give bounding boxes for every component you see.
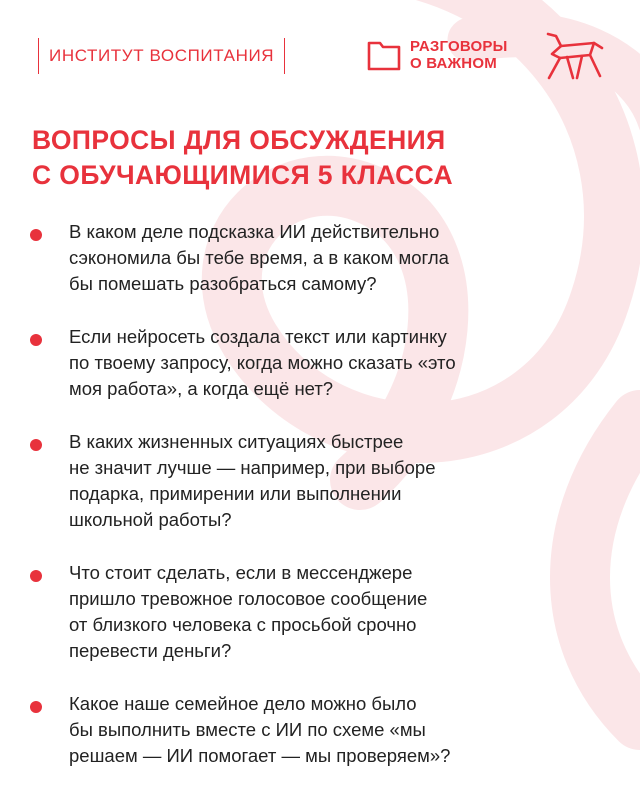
question-text: Что стоит сделать, если в мессенджере пришло тревожное голосовое сообщение от близкого человека с просьбой срочно перевести деньги?: [69, 562, 428, 661]
header: [0, 0, 640, 110]
question-text: В каком деле подсказка ИИ действительно сэкономила бы тебе время, а в каком могла бы помешать разобраться самому?: [69, 221, 449, 294]
institute-name: ИНСТИТУТ ВОСПИТАНИЯ: [49, 46, 275, 65]
bullet-icon: [30, 229, 42, 241]
list-item: [30, 219, 610, 297]
question-text: Какое наше семейное дело можно было бы выполнить вместе с ИИ по схеме «мы решаем — ИИ помогает — мы проверяем»?: [69, 693, 451, 766]
horse-emblem-icon: [540, 30, 604, 82]
bullet-icon: [30, 439, 42, 451]
title-line-1: ВОПРОСЫ ДЛЯ ОБСУЖДЕНИЯ: [32, 125, 446, 155]
brand-line-2: О ВАЖНОМ: [410, 55, 497, 72]
brand-line-1: РАЗГОВОРЫ: [410, 38, 508, 55]
questions-list: [30, 219, 610, 796]
question-text: В каких жизненных ситуациях быстрее не значит лучше — например, при выборе подарка, примирении или выполнении школьной работы?: [69, 431, 436, 530]
list-item: [30, 691, 610, 769]
institute-logo: [38, 38, 285, 74]
folder-icon: [367, 39, 401, 71]
brand-logo: [367, 38, 508, 72]
bullet-icon: [30, 701, 42, 713]
page-title: [32, 123, 612, 193]
bullet-icon: [30, 570, 42, 582]
title-line-2: С ОБУЧАЮЩИМИСЯ 5 КЛАССА: [32, 160, 454, 190]
list-item: [30, 429, 610, 533]
list-item: [30, 324, 610, 402]
question-text: Если нейросеть создала текст или картинку по твоему запросу, когда можно сказать «это моя работа», а когда ещё нет?: [69, 326, 456, 399]
list-item: [30, 560, 610, 664]
brand-name: [410, 38, 508, 72]
bullet-icon: [30, 334, 42, 346]
